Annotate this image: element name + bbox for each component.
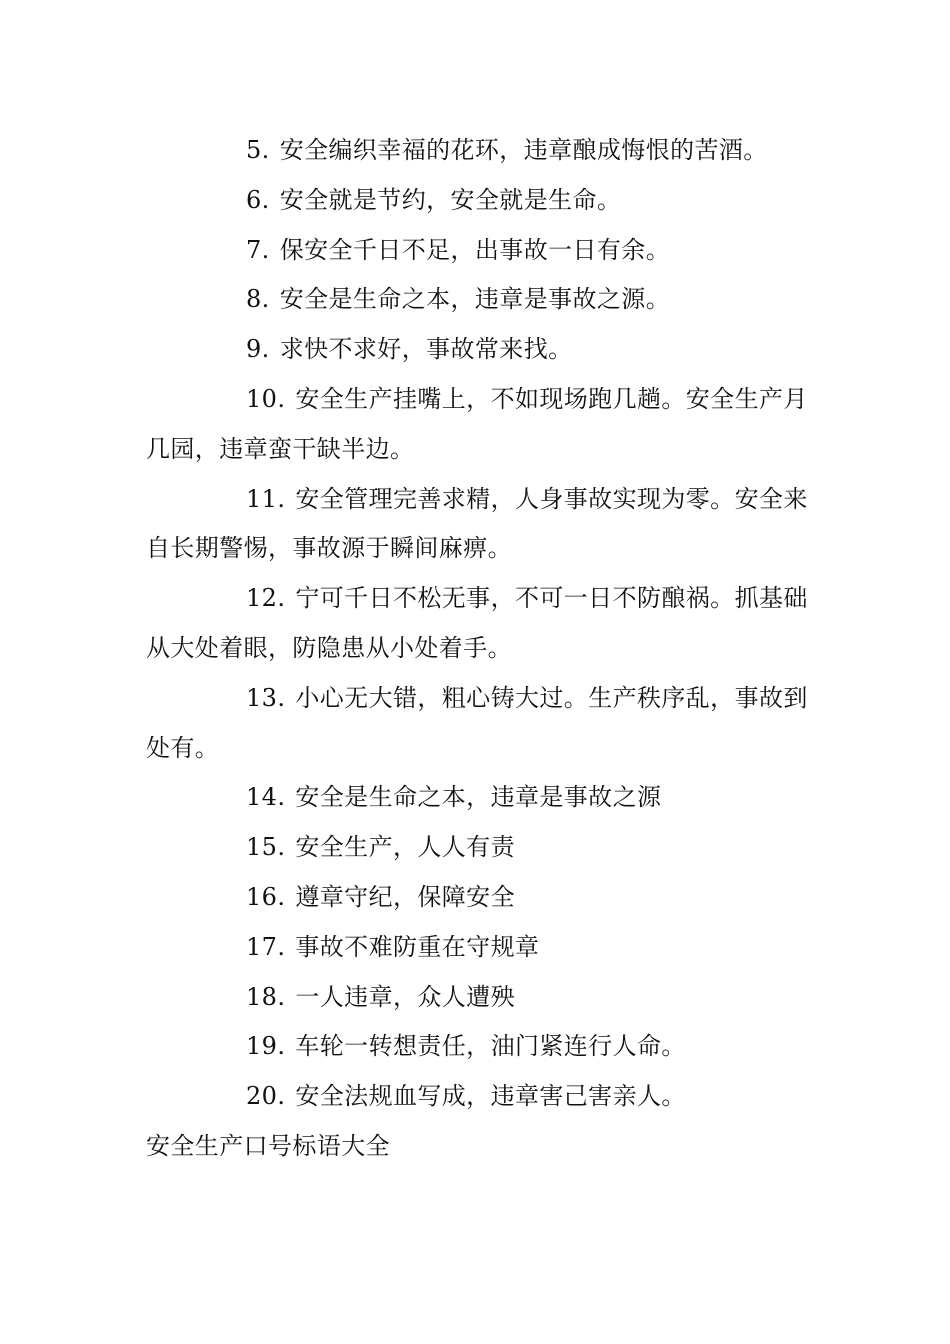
item-number: 9. [246, 335, 270, 364]
item-text: 一人违章，众人遭殃 [295, 982, 515, 1011]
item-text: 遵章守纪，保障安全 [295, 882, 515, 911]
item-number: 5. [246, 136, 270, 164]
item-text: 安全法规血写成，违章害己害亲人。 [295, 1082, 686, 1111]
list-item [146, 674, 810, 774]
list-item [146, 923, 810, 973]
list-item [146, 176, 810, 226]
list-item [146, 873, 810, 923]
list-item [146, 973, 810, 1023]
item-number: 12. [246, 584, 286, 613]
list-item [146, 1072, 810, 1122]
item-number: 15. [246, 833, 286, 862]
list-item [146, 126, 810, 176]
item-text: 事故不难防重在守规章 [295, 932, 540, 961]
item-number: 16. [246, 882, 286, 911]
item-text: 安全生产，人人有责 [295, 833, 515, 862]
item-number: 17. [246, 932, 286, 961]
item-number: 11. [246, 484, 286, 513]
item-text: 安全生产挂嘴上，不如现场跑几趟。安全生产月几园，违章蛮干缺半边。 [146, 384, 808, 463]
item-number: 14. [246, 783, 286, 812]
slogan-list [146, 126, 810, 1172]
list-item [146, 574, 810, 674]
item-text: 安全管理完善求精，人身事故实现为零。安全来自长期警惕，事故源于瞬间麻痹。 [146, 484, 808, 563]
item-number: 19. [246, 1032, 286, 1061]
item-text: 安全就是节约，安全就是生命。 [279, 185, 622, 214]
section-title: 安全生产口号标语大全 [146, 1131, 390, 1160]
list-item [146, 1022, 810, 1072]
list-item [146, 275, 810, 325]
item-text: 安全是生命之本，违章是事故之源。 [279, 285, 671, 314]
item-number: 13. [246, 683, 286, 712]
item-text: 求快不求好，事故常来找。 [279, 335, 573, 364]
item-number: 8. [246, 285, 270, 314]
item-text: 宁可千日不松无事，不可一日不防酿祸。抓基础从大处着眼，防隐患从小处着手。 [146, 584, 808, 662]
list-item [146, 475, 810, 575]
list-item [146, 226, 810, 276]
item-number: 7. [246, 235, 270, 264]
item-text: 小心无大错，粗心铸大过。生产秩序乱，事故到处有。 [146, 683, 808, 762]
list-item [146, 375, 810, 475]
list-item [146, 325, 810, 375]
item-number: 20. [246, 1082, 286, 1111]
list-item [146, 773, 810, 823]
list-item [146, 823, 810, 873]
item-number: 18. [246, 982, 286, 1011]
item-number: 6. [246, 185, 270, 214]
item-text: 安全是生命之本，违章是事故之源 [295, 783, 662, 812]
item-number: 10. [246, 384, 286, 413]
item-text: 安全编织幸福的花环，违章酿成悔恨的苦酒。 [279, 136, 768, 164]
item-text: 保安全千日不足，出事故一日有余。 [279, 235, 671, 264]
item-text: 车轮一转想责任，油门紧连行人命。 [295, 1032, 686, 1061]
